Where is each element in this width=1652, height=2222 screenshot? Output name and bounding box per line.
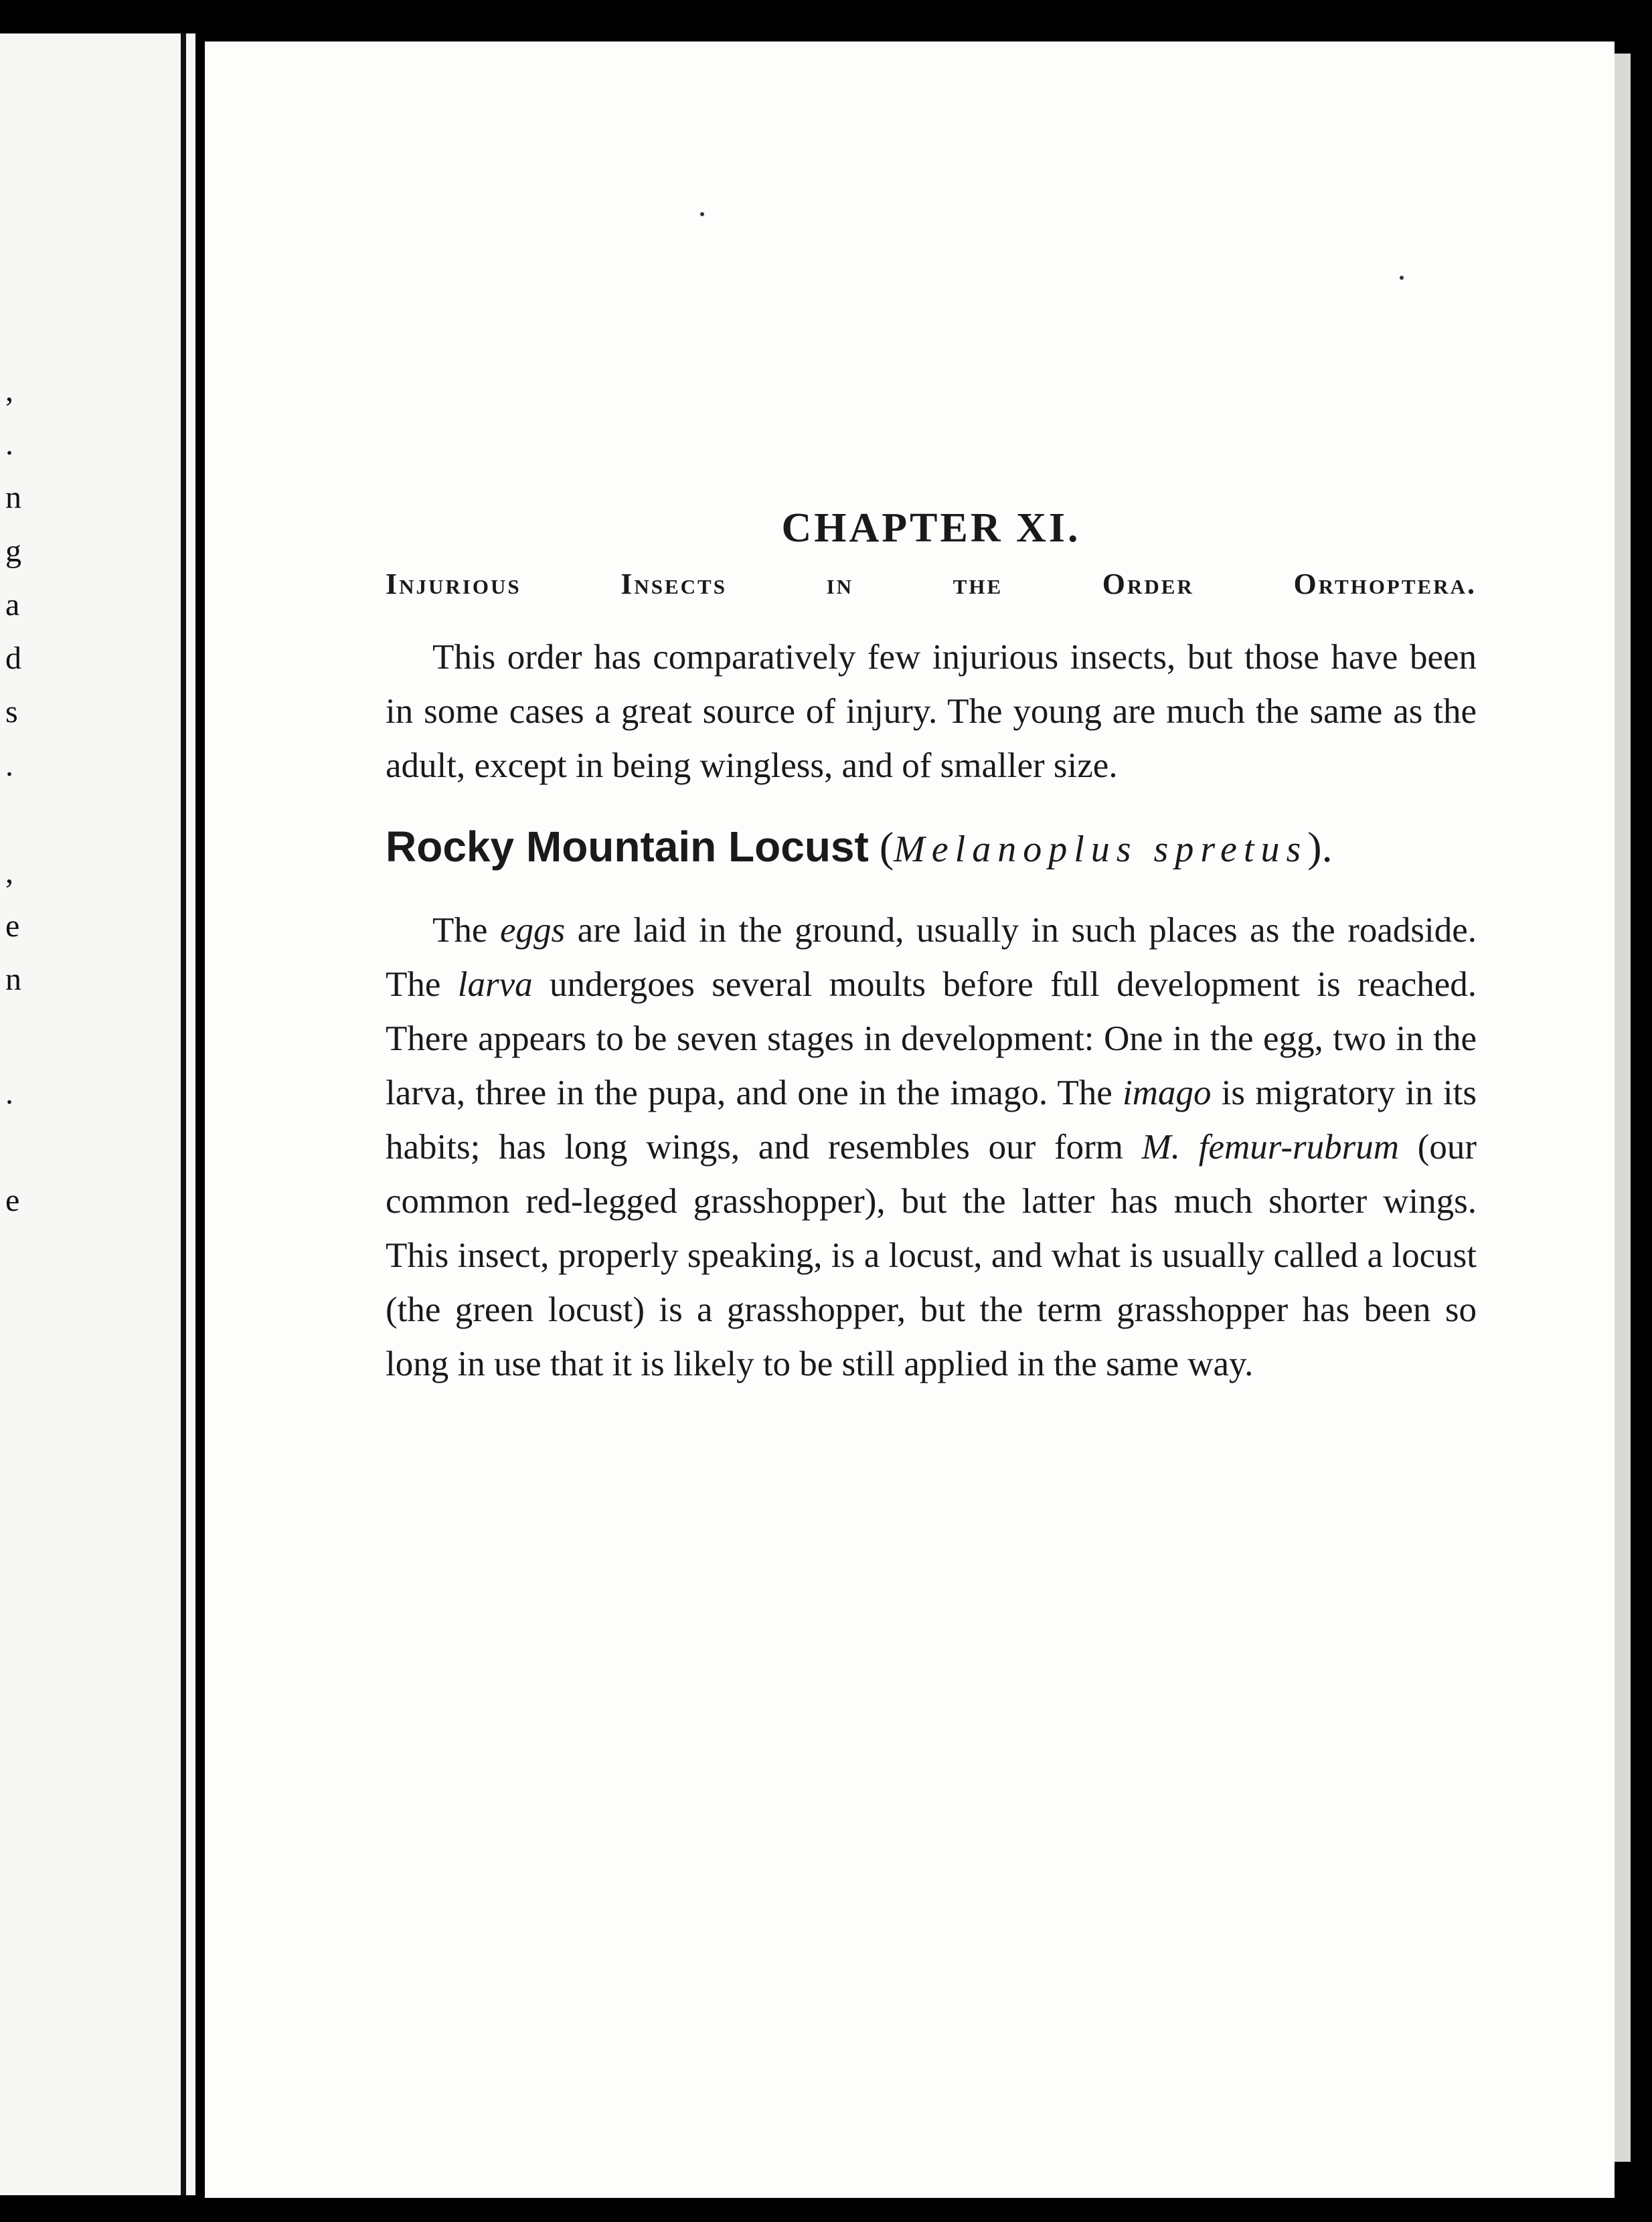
body-text: undergoes several moults before full development is reached. There appears to be seven stages in development: One in the egg, two in the larva, three in the pupa, and one in the imago. The — [386, 964, 1477, 1112]
margin-char: n — [5, 480, 21, 515]
margin-char: g — [5, 533, 21, 569]
page-edge-shadow — [1615, 54, 1631, 2162]
section-heading-common-name: Rocky Mountain Locust — [386, 822, 869, 871]
page-gutter-line — [181, 33, 186, 2195]
intro-paragraph: This order has comparatively few injurious insects, but those have been in some cases a great source of injury. The young are much the same as the adult, except in being wingless, and of smaller size. — [386, 637, 1477, 785]
left-facing-page — [0, 33, 195, 2195]
body-text: (our common red-legged grasshopper), but the latter has much shorter wings. This insect, properly speaking, is a locust, and what is usually called a locust (the green locust) is a grasshopper, but the term grasshopper has been so long in use that it is likely to be still applied in the same way. — [386, 1127, 1477, 1383]
margin-char: d — [5, 640, 21, 676]
margin-char: s — [5, 694, 18, 730]
book-page — [205, 41, 1615, 2198]
body-italic-term: imago — [1122, 1073, 1212, 1112]
page-text-block — [386, 466, 1477, 1391]
body-italic-term: M. femur-rubrum — [1141, 1127, 1400, 1167]
section-heading-open-paren: ( — [868, 823, 894, 871]
section-heading-scientific-name: Melanoplus spretus — [894, 828, 1308, 870]
margin-char: . — [5, 426, 13, 462]
body-italic-term: larva — [457, 964, 533, 1004]
margin-char: . — [5, 748, 13, 783]
margin-char: e — [5, 908, 20, 944]
chapter-title: Injurious Insects in the Order Orthoptera. — [386, 568, 1477, 601]
margin-char: , — [5, 373, 13, 408]
scan-speck — [1400, 276, 1404, 280]
section-heading — [386, 820, 1477, 877]
margin-char: . — [5, 1076, 13, 1111]
margin-char: a — [5, 587, 20, 622]
margin-char: e — [5, 1183, 20, 1218]
chapter-number: CHAPTER XI. — [781, 505, 1081, 551]
margin-char: , — [5, 855, 13, 890]
section-heading-close-paren: ). — [1307, 823, 1333, 871]
body-italic-term: eggs — [499, 910, 566, 950]
margin-char: n — [5, 962, 21, 997]
body-text: The — [432, 910, 500, 950]
scan-speck — [700, 212, 704, 216]
left-page-margin-fragments — [0, 33, 27, 2195]
body-paragraph — [386, 904, 1477, 1391]
body-text: is migratory in its habits; has long wings, and resembles our form — [386, 1073, 1477, 1167]
body-text: are laid in the ground, usually in such places as the roadside. The — [386, 910, 1477, 1004]
